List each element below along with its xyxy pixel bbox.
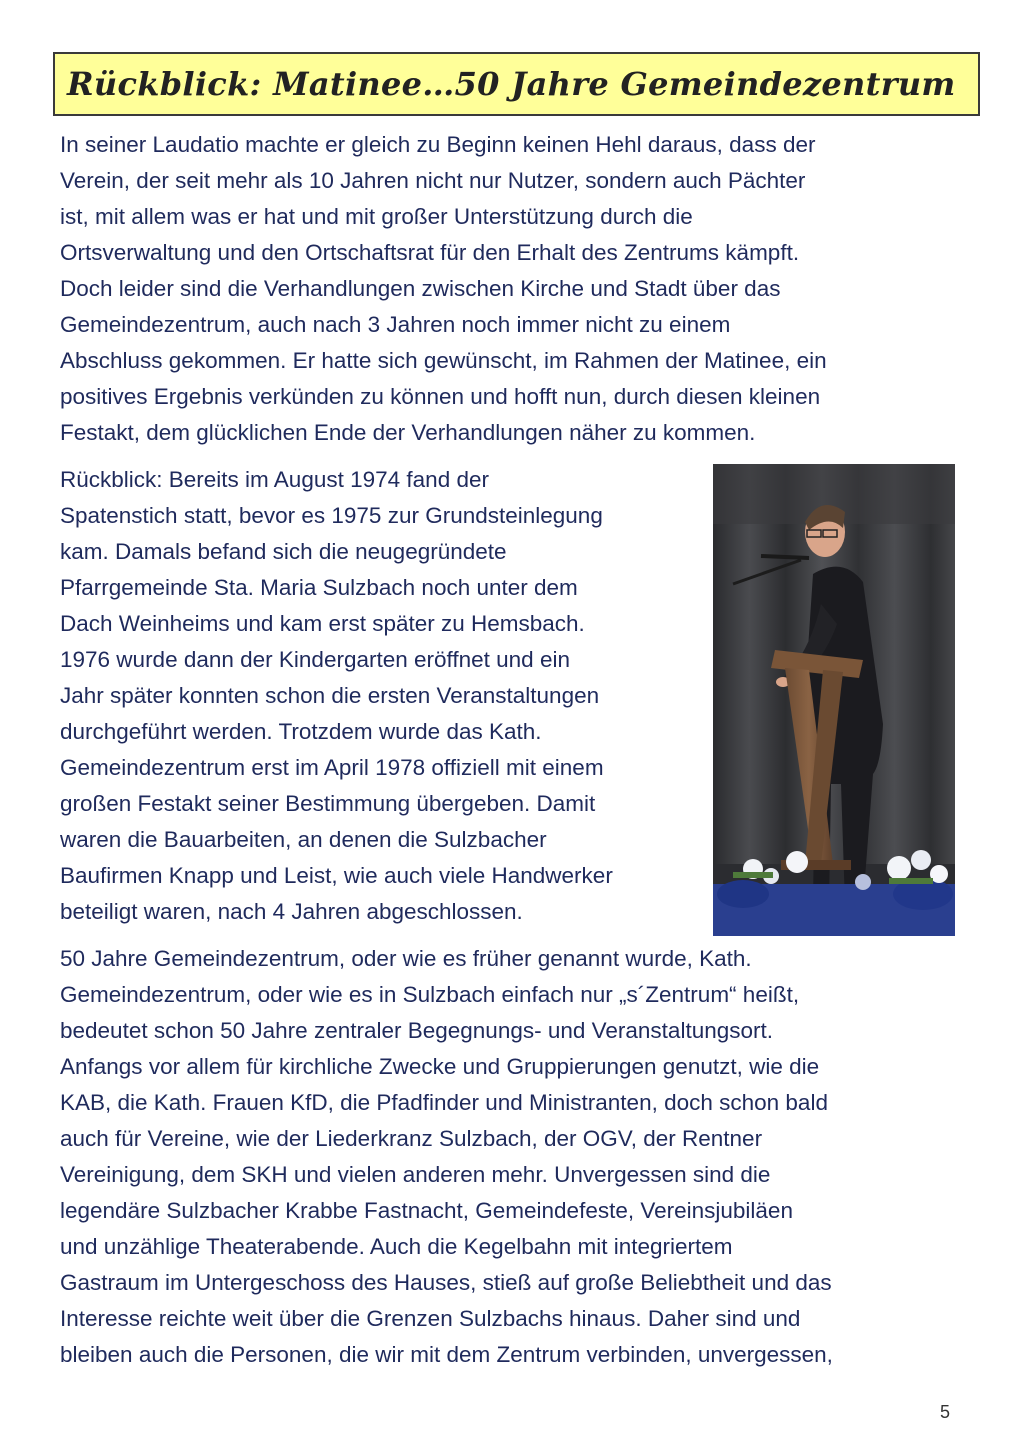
text-line: Anfangs vor allem für kirchliche Zwecke und Gruppierungen genutzt, wie die (60, 1054, 820, 1079)
text-line: Doch leider sind die Verhandlungen zwischen Kirche und Stadt über das (60, 276, 781, 301)
text-line: bedeutet schon 50 Jahre zentraler Begegnungs- und Veranstaltungsort. (60, 1018, 773, 1043)
text-line: auch für Vereine, wie der Liederkranz Sulzbach, der OGV, der Rentner (60, 1126, 763, 1151)
page-title: Rückblick: Matinee…50 Jahre Gemeindezentrum (67, 65, 956, 103)
paragraph-laudatio (60, 127, 827, 451)
text-line: 1976 wurde dann der Kindergarten eröffnet und ein (60, 647, 570, 672)
text-line: 50 Jahre Gemeindezentrum, oder wie es früher genannt wurde, Kath. (60, 946, 752, 971)
speaker-at-lectern-illustration (713, 464, 955, 936)
text-line: Gemeindezentrum, oder wie es in Sulzbach einfach nur „s´Zentrum“ heißt, (60, 982, 800, 1007)
text-line: Gemeindezentrum, auch nach 3 Jahren noch immer nicht zu einem (60, 312, 731, 337)
paragraph-history (60, 462, 613, 930)
text-line: Rückblick: Bereits im August 1974 fand der (60, 467, 489, 492)
text-line: Dach Weinheims und kam erst später zu Hemsbach. (60, 611, 585, 636)
text-line: Jahr später konnten schon die ersten Veranstaltungen (60, 683, 600, 708)
text-line: legendäre Sulzbacher Krabbe Fastnacht, Gemeindefeste, Vereinsjubiläen (60, 1198, 793, 1223)
text-line: waren die Bauarbeiten, an denen die Sulzbacher (60, 827, 547, 852)
text-line: bleiben auch die Personen, die wir mit dem Zentrum verbinden, unvergessen, (60, 1342, 833, 1367)
text-line: KAB, die Kath. Frauen KfD, die Pfadfinder und Ministranten, doch schon bald (60, 1090, 828, 1115)
text-line: Abschluss gekommen. Er hatte sich gewünscht, im Rahmen der Matinee, ein (60, 348, 827, 373)
text-line: Baufirmen Knapp und Leist, wie auch viele Handwerker (60, 863, 613, 888)
text-line: beteiligt waren, nach 4 Jahren abgeschlossen. (60, 899, 523, 924)
text-line: Spatenstich statt, bevor es 1975 zur Grundsteinlegung (60, 503, 603, 528)
text-line: Ortsverwaltung und den Ortschaftsrat für den Erhalt des Zentrums kämpft. (60, 240, 800, 265)
text-line: kam. Damals befand sich die neugegründete (60, 539, 507, 564)
text-line: Gemeindezentrum erst im April 1978 offiziell mit einem (60, 755, 604, 780)
paragraph-anniversary (60, 941, 833, 1373)
text-line: Pfarrgemeinde Sta. Maria Sulzbach noch unter dem (60, 575, 578, 600)
text-line: ist, mit allem was er hat und mit großer Unterstützung durch die (60, 204, 693, 229)
text-line: und unzählige Theaterabende. Auch die Kegelbahn mit integriertem (60, 1234, 733, 1259)
text-line: In seiner Laudatio machte er gleich zu Beginn keinen Hehl daraus, dass der (60, 132, 816, 157)
text-line: positives Ergebnis verkünden zu können und hofft nun, durch diesen kleinen (60, 384, 821, 409)
text-line: Interesse reichte weit über die Grenzen Sulzbachs hinaus. Daher sind und (60, 1306, 801, 1331)
page-number: 5 (940, 1402, 951, 1422)
text-line: Vereinigung, dem SKH und vielen anderen mehr. Unvergessen sind die (60, 1162, 771, 1187)
title-box (53, 52, 980, 116)
text-line: Festakt, dem glücklichen Ende der Verhandlungen näher zu kommen. (60, 420, 756, 445)
text-line: Verein, der seit mehr als 10 Jahren nicht nur Nutzer, sondern auch Pächter (60, 168, 806, 193)
text-line: durchgeführt werden. Trotzdem wurde das Kath. (60, 719, 542, 744)
speaker-photo (713, 464, 955, 936)
text-line: Gastraum im Untergeschoss des Hauses, stieß auf große Beliebtheit und das (60, 1270, 832, 1295)
text-line: großen Festakt seiner Bestimmung übergeben. Damit (60, 791, 596, 816)
